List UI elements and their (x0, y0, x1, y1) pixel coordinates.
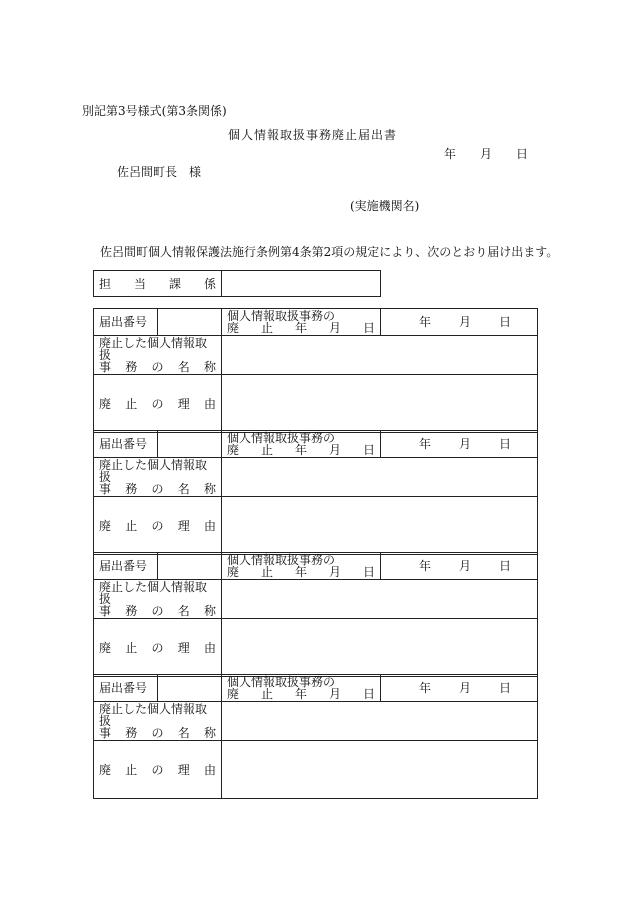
abolition-date-label-line1: 個人情報取扱事務の (227, 431, 336, 445)
record-table (93, 430, 538, 555)
document-title: 個人情報取扱事務廃止届出書 (228, 128, 398, 142)
abolition-date-label (222, 431, 381, 458)
date-line: 年 月 日 (444, 147, 529, 161)
abolition-date-label-line2: 廃 止 年 月 日 (227, 443, 375, 457)
date-month: 月 (458, 437, 471, 451)
date-month: 月 (458, 681, 471, 695)
date-year: 年 (418, 559, 431, 573)
abolished-name-field[interactable] (222, 580, 538, 619)
abolition-reason-field[interactable] (222, 375, 538, 433)
date-month: 月 (458, 559, 471, 573)
abolition-date-label (222, 553, 381, 580)
abolition-date-label-line2: 廃 止 年 月 日 (227, 687, 375, 701)
notification-number-field[interactable] (158, 309, 222, 336)
notification-number-label: 届出番号 (94, 309, 158, 336)
abolition-date-label-line1: 個人情報取扱事務の (227, 553, 336, 567)
date-day: 日 (498, 315, 511, 329)
abolished-name-label-line1: 廃止した個人情報取扱 (99, 580, 208, 606)
person-in-charge-label: 担 当 課 係 (94, 271, 222, 297)
date-year: 年 (418, 437, 431, 451)
person-in-charge-field[interactable] (222, 271, 381, 297)
abolition-date-field[interactable] (381, 675, 538, 702)
abolished-name-label-line1: 廃止した個人情報取扱 (99, 336, 208, 362)
record-table (93, 308, 538, 433)
date-day: 日 (498, 437, 511, 451)
abolition-reason-label: 廃 止 の 理 由 (94, 741, 222, 799)
abolished-name-label (94, 336, 222, 375)
abolished-name-label-line2: 事 務 の 名 称 (99, 726, 216, 740)
abolition-reason-field[interactable] (222, 497, 538, 555)
abolished-name-label (94, 458, 222, 497)
abolition-reason-field[interactable] (222, 619, 538, 677)
notification-number-label: 届出番号 (94, 675, 158, 702)
abolished-name-label (94, 580, 222, 619)
abolished-name-field[interactable] (222, 336, 538, 375)
record-table (93, 552, 538, 677)
abolition-date-label (222, 309, 381, 336)
abolition-date-label-line2: 廃 止 年 月 日 (227, 321, 375, 335)
abolished-name-label (94, 702, 222, 741)
abolition-date-label-line2: 廃 止 年 月 日 (227, 565, 375, 579)
abolition-date-label (222, 675, 381, 702)
abolition-reason-label: 廃 止 の 理 由 (94, 497, 222, 555)
record-table (93, 674, 538, 799)
agency-name-label: (実施機関名) (350, 199, 420, 213)
person-in-charge-table (93, 270, 381, 297)
notification-number-label: 届出番号 (94, 553, 158, 580)
abolished-name-label-line2: 事 務 の 名 称 (99, 482, 216, 496)
notification-number-field[interactable] (158, 431, 222, 458)
abolished-name-field[interactable] (222, 458, 538, 497)
addressee: 佐呂間町長 様 (117, 165, 202, 179)
abolition-date-label-line1: 個人情報取扱事務の (227, 675, 336, 689)
abolished-name-label-line2: 事 務 の 名 称 (99, 604, 216, 618)
abolished-name-label-line1: 廃止した個人情報取扱 (99, 702, 208, 728)
notification-number-label: 届出番号 (94, 431, 158, 458)
form-label: 別記第3号様式(第3条関係) (82, 104, 227, 118)
abolished-name-label-line1: 廃止した個人情報取扱 (99, 458, 208, 484)
date-day: 日 (498, 681, 511, 695)
date-year: 年 (418, 681, 431, 695)
abolition-date-field[interactable] (381, 309, 538, 336)
abolished-name-label-line2: 事 務 の 名 称 (99, 360, 216, 374)
date-year: 年 (418, 315, 431, 329)
statement-text: 佐呂間町個人情報保護法施行条例第4条第2項の規定により、次のとおり届け出ます。 (100, 245, 559, 259)
notification-number-field[interactable] (158, 553, 222, 580)
abolition-date-field[interactable] (381, 553, 538, 580)
abolition-date-field[interactable] (381, 431, 538, 458)
abolition-reason-field[interactable] (222, 741, 538, 799)
date-day: 日 (498, 559, 511, 573)
abolition-date-label-line1: 個人情報取扱事務の (227, 309, 336, 323)
date-month: 月 (458, 315, 471, 329)
notification-number-field[interactable] (158, 675, 222, 702)
abolition-reason-label: 廃 止 の 理 由 (94, 619, 222, 677)
abolished-name-field[interactable] (222, 702, 538, 741)
abolition-reason-label: 廃 止 の 理 由 (94, 375, 222, 433)
